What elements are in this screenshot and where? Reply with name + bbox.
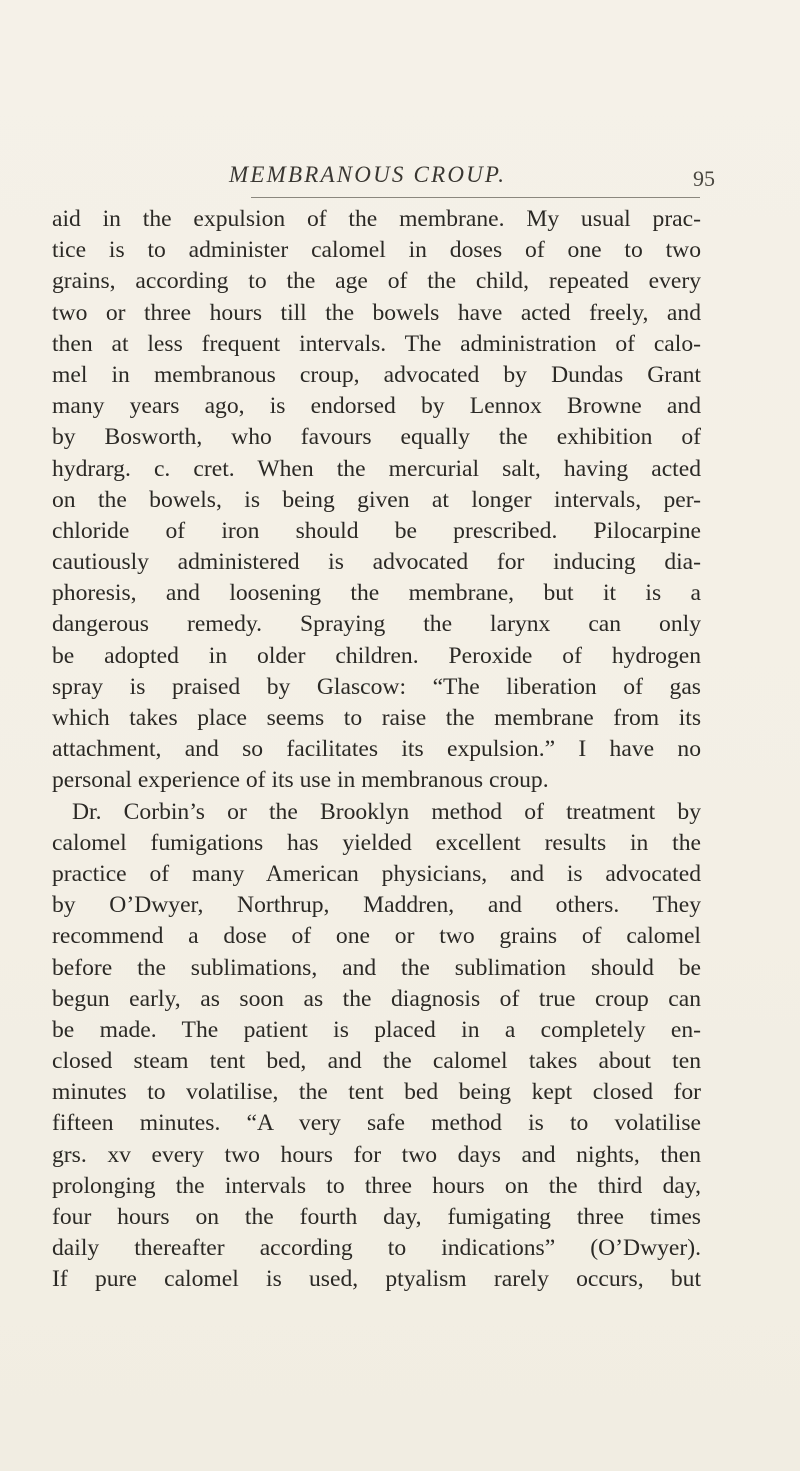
text-line: minutes to volatilise, the tent bed being kept closed for [52, 1079, 701, 1106]
text-line: Dr. Corbin’s or the Brooklyn method of treatment by [72, 798, 701, 825]
text-line: aid in the expulsion of the membrane. My usual prac- [52, 206, 701, 232]
text-line: many years ago, is endorsed by Lennox Browne and [52, 393, 701, 420]
text-line: tice is to administer calomel in doses of one to two [52, 237, 701, 264]
text-line: on the bowels, is being given at longer intervals, per- [52, 486, 701, 513]
text-line: which takes place seems to raise the membrane from its [52, 705, 701, 731]
text-line: recommend a dose of one or two grains of calomel [52, 923, 701, 950]
text-line: prolonging the intervals to three hours on the third day, [52, 1172, 701, 1199]
text-line: practice of many American physicians, and is advocated [52, 860, 701, 887]
text-line: closed steam tent bed, and the calomel takes about ten [52, 1048, 701, 1075]
text-line: calomel fumigations has yielded excellent results in the [52, 829, 701, 856]
body-text [52, 204, 701, 1296]
text-line: mel in membranous croup, advocated by Dundas Grant [52, 361, 701, 388]
text-line: dangerous remedy. Spraying the larynx can only [52, 611, 701, 638]
text-line: chloride of iron should be prescribed. Pilocarpine [52, 517, 701, 544]
text-line: grains, according to the age of the child, repeated every [52, 268, 701, 295]
text-line: by Bosworth, who favours equally the exhibition of [52, 424, 701, 451]
text-line: begun early, as soon as the diagnosis of true croup can [52, 985, 701, 1012]
text-line: two or three hours till the bowels have acted freely, and [52, 299, 701, 326]
text-line: four hours on the fourth day, fumigating three times [52, 1204, 701, 1230]
text-line: phoresis, and loosening the membrane, but it is a [52, 580, 701, 607]
text-line: be made. The patient is placed in a completely en- [52, 1016, 701, 1043]
text-line: If pure calomel is used, ptyalism rarely occurs, but [52, 1266, 701, 1293]
text-line: personal experience of its use in membranous croup. [52, 767, 549, 794]
text-line: grs. xv every two hours for two days and nights, then [52, 1141, 701, 1168]
text-line: then at less frequent intervals. The administration of calo- [52, 330, 701, 357]
text-line: spray is praised by Glascow: “The liberation of gas [52, 673, 701, 700]
text-line: fifteen minutes. “A very safe method is to volatilise [52, 1110, 701, 1137]
text-line: daily thereafter according to indications” (O’Dwyer). [52, 1235, 701, 1262]
text-line: cautiously administered is advocated for inducing dia- [52, 549, 701, 576]
text-line: hydrarg. c. cret. When the mercurial salt, having acted [52, 455, 701, 482]
running-head: MEMBRANOUS CROUP. [229, 162, 507, 187]
text-line: before the sublimations, and the sublimation should be [52, 954, 701, 981]
text-line: be adopted in older children. Peroxide of hydrogen [52, 642, 701, 669]
text-line: attachment, and so facilitates its expulsion.” I have no [52, 736, 701, 763]
header-rule [251, 197, 700, 198]
page-number: 95 [693, 166, 715, 191]
text-line: by O’Dwyer, Northrup, Maddren, and others. They [52, 892, 701, 919]
